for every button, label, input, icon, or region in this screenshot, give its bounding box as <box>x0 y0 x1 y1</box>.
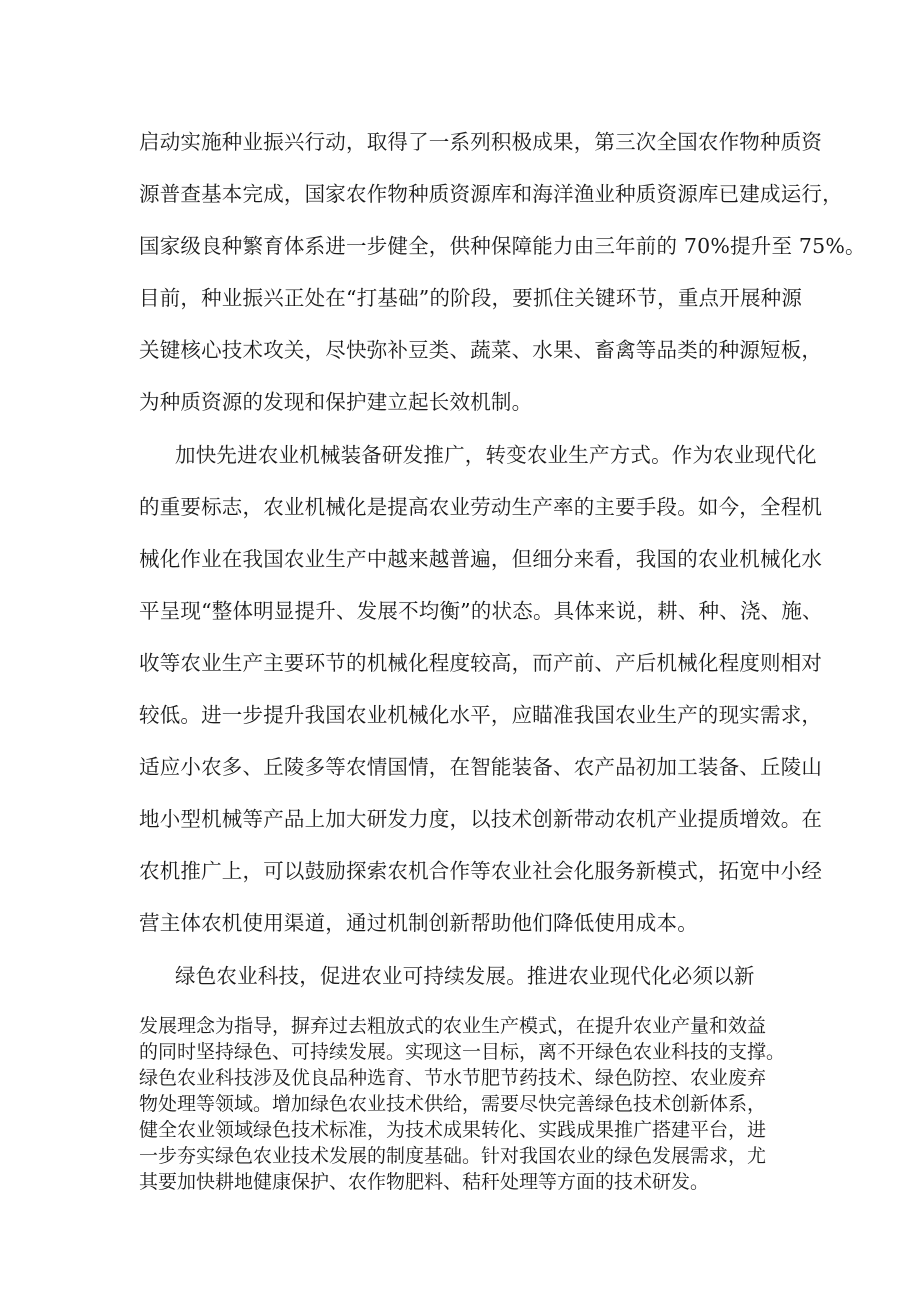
text-line: 营主体农机使用渠道，通过机制创新帮助他们降低使用成本。 <box>139 911 698 935</box>
text-line: 较低。进一步提升我国农业机械化水平，应瞄准我国农业生产的现实需求， <box>139 703 823 727</box>
text-line: 发展理念为指导，摒弃过去粗放式的农业生产模式，在提升农业产量和效益 <box>139 1015 767 1037</box>
text-line: 地小型机械等产品上加大研发力度，以技术创新带动农机产业提质增效。在 <box>139 807 823 831</box>
text-line: 启动实施种业振兴行动，取得了一系列积极成果，第三次全国农作物种质资 <box>139 130 823 154</box>
text-line: 加快先进农业机械装备研发推广，转变农业生产方式。作为农业现代化 <box>175 443 817 467</box>
text-line: 源普查基本完成，国家农作物种质资源库和海洋渔业种质资源库已建成运行， <box>139 182 843 206</box>
text-line: 物处理等领域。增加绿色农业技术供给，需要尽快完善绿色技术创新体系， <box>139 1093 767 1115</box>
text-line: 国家级良种繁育体系进一步健全，供种保障能力由三年前的 70%提升至 75%。 <box>139 234 866 258</box>
text-line: 的重要标志，农业机械化是提高农业劳动生产率的主要手段。如今，全程机 <box>139 495 823 519</box>
text-line: 的同时坚持绿色、可持续发展。实现这一目标，离不开绿色农业科技的支撑。 <box>139 1041 786 1063</box>
text-line: 农机推广上，可以鼓励探索农机合作等农业社会化服务新模式，拓宽中小经 <box>139 859 823 883</box>
text-line: 收等农业生产主要环节的机械化程度较高，而产前、产后机械化程度则相对 <box>139 651 823 675</box>
text-line: 械化作业在我国农业生产中越来越普遍，但细分来看，我国的农业机械化水 <box>139 547 823 571</box>
text-line: 绿色农业科技，促进农业可持续发展。推进农业现代化必须以新 <box>175 964 755 988</box>
text-line: 关键核心技术攻关，尽快弥补豆类、蔬菜、水果、畜禽等品类的种源短板， <box>139 338 823 362</box>
text-line: 其要加快耕地健康保护、农作物肥料、秸秆处理等方面的技术研发。 <box>139 1171 710 1193</box>
text-line: 适应小农多、丘陵多等农情国情，在智能装备、农产品初加工装备、丘陵山 <box>139 755 823 779</box>
text-line: 平呈现“整体明显提升、发展不均衡”的状态。具体来说，耕、种、浇、施、 <box>139 599 823 623</box>
text-line: 目前，种业振兴正处在“打基础”的阶段，要抓住关键环节，重点开展种源 <box>139 286 803 310</box>
text-line: 为种质资源的发现和保护建立起长效机制。 <box>139 390 533 414</box>
text-line: 一步夯实绿色农业技术发展的制度基础。针对我国农业的绿色发展需求，尤 <box>139 1145 767 1167</box>
text-line: 绿色农业科技涉及优良品种选育、节水节肥节药技术、绿色防控、农业废弃 <box>139 1067 767 1089</box>
text-line: 健全农业领域绿色技术标准，为技术成果转化、实践成果推广搭建平台，进 <box>139 1119 767 1141</box>
